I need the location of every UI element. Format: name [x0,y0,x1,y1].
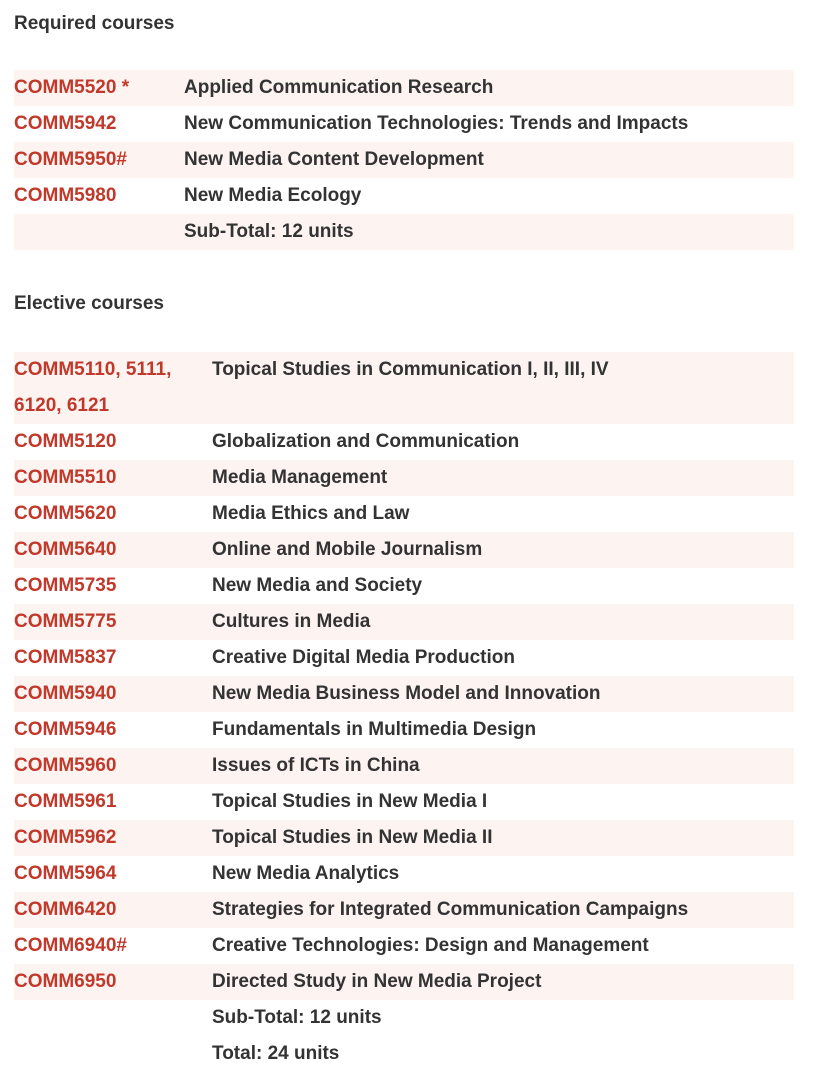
course-title: Creative Digital Media Production [212,640,794,676]
course-title: New Media Content Development [184,142,794,178]
required-courses-body [14,70,794,250]
elective-subtotal: Sub-Total: 12 units [212,1000,794,1036]
table-row [14,142,794,178]
course-title: Cultures in Media [212,604,794,640]
course-code: COMM6420 [14,892,212,928]
course-code: COMM5962 [14,820,212,856]
course-title: Globalization and Communication [212,424,794,460]
course-title: Online and Mobile Journalism [212,532,794,568]
course-title: Issues of ICTs in China [212,748,794,784]
course-code [14,352,212,424]
table-row [14,856,794,892]
course-code: COMM5940 [14,676,212,712]
required-courses-table [14,70,794,250]
course-title: New Communication Technologies: Trends and Impacts [184,106,794,142]
course-title: New Media and Society [212,568,794,604]
course-code-line: 6120, 6121 [14,395,110,416]
course-title: Applied Communication Research [184,70,794,106]
course-code-line: COMM5110, 5111, [14,359,172,380]
course-code: COMM5942 [14,106,184,142]
table-row [14,604,794,640]
course-title: Media Ethics and Law [212,496,794,532]
course-title: Topical Studies in Communication I, II, III, IV [212,352,794,424]
required-courses-heading: Required courses [14,13,175,34]
course-code: COMM5950# [14,142,184,178]
course-code: COMM5980 [14,178,184,214]
course-title: New Media Business Model and Innovation [212,676,794,712]
grand-total: Total: 24 units [212,1036,794,1072]
elective-courses-table [14,352,794,1072]
course-code: COMM5960 [14,748,212,784]
table-row [14,106,794,142]
elective-courses-body [14,352,794,1072]
table-row [14,964,794,1000]
course-title: New Media Analytics [212,856,794,892]
table-row [14,784,794,820]
course-code: COMM5961 [14,784,212,820]
table-row [14,676,794,712]
table-row [14,640,794,676]
course-title: Strategies for Integrated Communication Campaigns [212,892,794,928]
course-title: New Media Ecology [184,178,794,214]
course-code: COMM5620 [14,496,212,532]
table-row [14,70,794,106]
table-row [14,892,794,928]
course-code: COMM5120 [14,424,212,460]
required-subtotal: Sub-Total: 12 units [184,214,794,250]
subtotal-row [14,1000,794,1036]
elective-courses-heading: Elective courses [14,293,164,314]
course-code: COMM5775 [14,604,212,640]
empty-cell [14,1000,212,1036]
course-title: Fundamentals in Multimedia Design [212,712,794,748]
subtotal-row [14,214,794,250]
course-code: COMM6950 [14,964,212,1000]
table-row [14,352,794,424]
course-code: COMM5837 [14,640,212,676]
course-code: COMM5735 [14,568,212,604]
table-row [14,496,794,532]
course-code: COMM5964 [14,856,212,892]
table-row [14,460,794,496]
course-list-page [14,0,794,1072]
course-code: COMM6940# [14,928,212,964]
table-row [14,178,794,214]
table-row [14,820,794,856]
course-code: COMM5510 [14,460,212,496]
table-row [14,712,794,748]
table-row [14,532,794,568]
course-title: Directed Study in New Media Project [212,964,794,1000]
table-row [14,928,794,964]
table-row [14,748,794,784]
course-title: Media Management [212,460,794,496]
table-row [14,424,794,460]
empty-cell [14,214,184,250]
course-code: COMM5520 * [14,70,184,106]
course-code: COMM5946 [14,712,212,748]
table-row [14,568,794,604]
course-title: Creative Technologies: Design and Management [212,928,794,964]
course-title: Topical Studies in New Media I [212,784,794,820]
course-code: COMM5640 [14,532,212,568]
course-title: Topical Studies in New Media II [212,820,794,856]
